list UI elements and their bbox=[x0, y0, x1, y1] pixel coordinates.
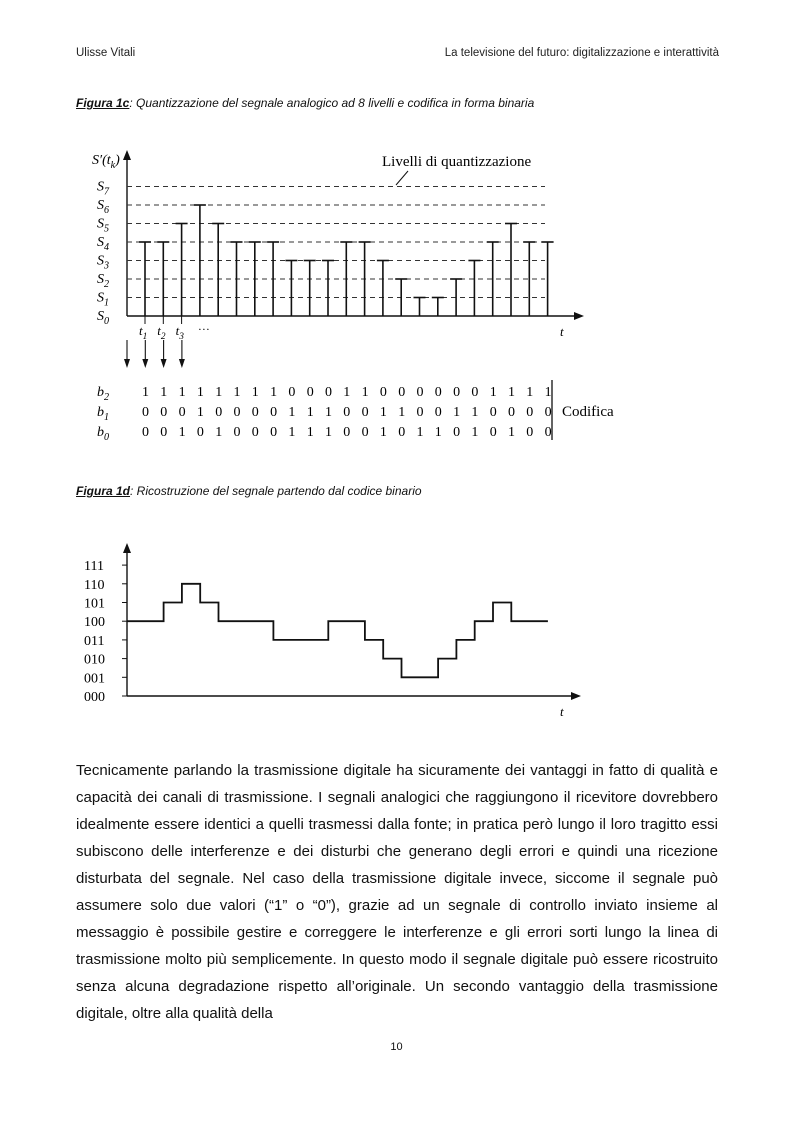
codifica-label: Codifica bbox=[562, 404, 614, 420]
quantization-pointer bbox=[396, 171, 408, 185]
y-axis-arrow bbox=[123, 150, 131, 160]
x-axis-arrow bbox=[571, 692, 581, 700]
bit-row-label-b1 bbox=[97, 405, 109, 423]
quantization-label: Livelli di quantizzazione bbox=[382, 154, 532, 170]
bit-row-label-b0-sub: 0 bbox=[104, 432, 110, 443]
bit-b1: 0 bbox=[489, 405, 497, 420]
figure-1d-caption bbox=[76, 484, 422, 498]
bit-b1: 0 bbox=[251, 405, 259, 420]
bit-b2: 1 bbox=[178, 385, 186, 400]
bit-b1: 1 bbox=[398, 405, 406, 420]
bit-b0: 1 bbox=[288, 425, 296, 440]
bit-b0: 0 bbox=[361, 425, 369, 440]
level-label-s6-main: S bbox=[97, 198, 104, 213]
bit-b0: 1 bbox=[379, 425, 387, 440]
bit-b0: 0 bbox=[343, 425, 351, 440]
bit-b0: 1 bbox=[325, 425, 332, 440]
level-label-s3-main: S bbox=[97, 253, 104, 269]
bit-b2: 1 bbox=[526, 385, 534, 400]
bit-b2: 1 bbox=[160, 385, 168, 400]
reconstructed-signal-line bbox=[127, 584, 548, 678]
figure-1d bbox=[0, 535, 793, 725]
bit-b0: 1 bbox=[471, 425, 479, 440]
bit-b1: 0 bbox=[215, 405, 223, 420]
bit-b0: 0 bbox=[398, 425, 406, 440]
y-tick-label-000: 000 bbox=[84, 690, 105, 705]
bit-row-label-b2-sub: 2 bbox=[104, 392, 110, 403]
bit-b2: 0 bbox=[398, 385, 406, 400]
y-tick-label-010: 010 bbox=[84, 652, 105, 668]
bit-b0: 0 bbox=[160, 425, 168, 440]
bit-b0: 0 bbox=[270, 425, 278, 440]
bit-b1: 0 bbox=[526, 405, 534, 420]
time-label-t1-sub: 1 bbox=[142, 332, 148, 342]
y-axis-label-sub: k bbox=[110, 160, 116, 171]
level-label-s1-sub: 1 bbox=[104, 297, 110, 309]
bit-b0: 0 bbox=[544, 425, 552, 440]
bit-b1: 1 bbox=[471, 405, 479, 420]
page-number: 10 bbox=[390, 1041, 403, 1053]
level-label-s5-main: S bbox=[97, 216, 104, 232]
bit-row-label-b1-main: b bbox=[97, 405, 104, 420]
time-label-t1 bbox=[139, 323, 147, 342]
level-label-s7-main: S bbox=[97, 179, 104, 195]
level-label-s6 bbox=[97, 198, 109, 216]
time-label-t2-sub: 2 bbox=[160, 332, 166, 342]
level-label-s1 bbox=[97, 291, 109, 309]
bit-b0: 0 bbox=[233, 425, 241, 440]
bit-b0: 1 bbox=[416, 425, 424, 440]
level-label-s5 bbox=[97, 217, 109, 235]
bit-row-label-b0-main: b bbox=[97, 425, 104, 440]
bit-b1: 0 bbox=[178, 405, 186, 420]
figure-1c-caption bbox=[76, 96, 534, 110]
t-axis-label: t bbox=[560, 704, 564, 719]
y-tick-label-111: 111 bbox=[84, 559, 104, 575]
y-axis-label-main: S′(t bbox=[92, 153, 111, 168]
level-label-s1-main: S bbox=[97, 290, 104, 306]
bit-b1: 0 bbox=[233, 405, 241, 420]
level-label-s2 bbox=[97, 272, 109, 290]
sampling-arrow-head bbox=[179, 359, 185, 368]
level-label-s6-sub: 6 bbox=[104, 205, 110, 216]
bit-b0: 0 bbox=[142, 425, 149, 440]
bit-b1: 1 bbox=[288, 405, 296, 420]
time-label-t2 bbox=[157, 323, 166, 342]
body-paragraph: Tecnicamente parlando la trasmissione digitale ha sicuramente dei vantaggi in fatto di qualità e capacità dei canali di trasmissione. I segnali analogici che raggiungono il ricevitore dovrebbero idealmente essere identici a quelli trasmessi dalla fonte; in pratica però lungo il loro tragitto essi subiscono delle interferenze e dei disturbi che generano degli errori e quindi una ricezione disturbata del segnale. Nel caso della trasmissione digitale invece, siccome il segnale può assumere solo due valori (“1” o “0”), grazie ad un segnale di controllo inviato insieme al messaggio è possibile gestire e correggere le interferenze e gli errori sorti lungo la linea di trasmissione molto più semplicemente. In questo modo il segnale digitale può essere ricostruito senza alcuna degradazione rispetto all’originale. Un secondo vantaggio della trasmissione digitale, oltre alla qualità della bbox=[76, 762, 718, 1022]
header-author: Ulisse Vitali bbox=[76, 47, 136, 59]
bit-b1: 1 bbox=[453, 405, 461, 420]
bit-b2: 1 bbox=[251, 385, 259, 400]
bit-b2: 0 bbox=[416, 385, 424, 400]
level-label-s2-sub: 2 bbox=[104, 279, 110, 290]
bit-b1: 1 bbox=[325, 405, 332, 420]
time-label-t3-main: t bbox=[175, 323, 180, 338]
level-label-s4 bbox=[97, 235, 109, 253]
level-label-s7 bbox=[97, 180, 110, 198]
level-label-s0-main: S bbox=[97, 309, 104, 324]
bit-b1: 0 bbox=[142, 405, 149, 420]
bit-b1: 0 bbox=[343, 405, 351, 420]
bit-b1: 0 bbox=[270, 405, 278, 420]
y-tick-label-110: 110 bbox=[84, 577, 105, 593]
bit-b0: 0 bbox=[251, 425, 259, 440]
bit-row-label-b2-main: b bbox=[97, 385, 104, 400]
x-axis-arrow bbox=[574, 312, 584, 320]
bit-b0: 1 bbox=[508, 425, 515, 440]
time-label-t3-sub: 3 bbox=[179, 332, 184, 342]
bit-b0: 0 bbox=[489, 425, 497, 440]
bit-b1: 1 bbox=[196, 405, 204, 420]
bit-b0: 1 bbox=[434, 425, 442, 440]
bit-b1: 0 bbox=[544, 405, 552, 420]
figure-1d-label: Figura 1d bbox=[76, 484, 131, 498]
figure-1c-label: Figura 1c bbox=[76, 96, 130, 110]
bit-b2: 1 bbox=[489, 385, 497, 400]
y-tick-label-011: 011 bbox=[84, 633, 105, 649]
sampling-arrow-head bbox=[161, 359, 167, 368]
figure-1d-caption-text: : Ricostruzione del segnale partendo dal codice binario bbox=[130, 484, 422, 498]
level-label-s3-sub: 3 bbox=[104, 260, 110, 272]
sampling-arrow-head bbox=[142, 359, 148, 368]
bit-b0: 1 bbox=[178, 425, 186, 440]
bit-b2: 0 bbox=[434, 385, 442, 400]
bit-b2: 1 bbox=[508, 385, 515, 400]
bit-b1: 0 bbox=[434, 405, 442, 420]
time-label-t1-main: t bbox=[139, 323, 143, 338]
bit-b2: 0 bbox=[453, 385, 461, 400]
bit-b1: 0 bbox=[508, 405, 515, 420]
bit-b2: 1 bbox=[343, 385, 351, 400]
y-axis-arrow bbox=[123, 543, 131, 553]
bit-b2: 1 bbox=[270, 385, 278, 400]
bit-b1: 0 bbox=[416, 405, 424, 420]
bit-b0: 1 bbox=[306, 425, 314, 440]
bit-b1: 1 bbox=[379, 405, 387, 420]
time-label-t3 bbox=[176, 323, 185, 342]
bit-row-label-b0 bbox=[97, 425, 109, 443]
bit-b2: 0 bbox=[288, 385, 296, 400]
bit-b2: 1 bbox=[361, 385, 369, 400]
bit-b0: 1 bbox=[215, 425, 223, 440]
level-label-s0 bbox=[97, 309, 109, 327]
time-label-dots: ··· bbox=[197, 322, 210, 336]
bit-b0: 0 bbox=[196, 425, 204, 440]
level-label-s5-sub: 5 bbox=[104, 223, 110, 235]
bit-b2: 1 bbox=[215, 385, 223, 400]
bit-b2: 1 bbox=[142, 385, 149, 400]
bit-row-label-b2 bbox=[97, 385, 109, 403]
y-axis-label bbox=[92, 153, 120, 171]
bit-b2: 1 bbox=[544, 385, 552, 400]
level-label-s3 bbox=[97, 254, 109, 272]
time-label-t2-main: t bbox=[157, 323, 161, 338]
bit-b1: 1 bbox=[306, 405, 314, 420]
figure-1c bbox=[0, 140, 793, 450]
reconstruction-chart bbox=[84, 543, 581, 719]
header-title: La televisione del futuro: digitalizzazione e interattività bbox=[444, 47, 719, 59]
bit-b2: 1 bbox=[233, 385, 241, 400]
level-label-s0-sub: 0 bbox=[104, 316, 110, 327]
bit-b2: 0 bbox=[325, 385, 332, 400]
y-tick-label-101: 101 bbox=[84, 596, 105, 612]
bit-b0: 0 bbox=[526, 425, 534, 440]
quantization-chart bbox=[92, 150, 614, 443]
bit-row-label-b1-sub: 1 bbox=[104, 412, 110, 423]
level-label-s7-sub: 7 bbox=[104, 186, 110, 198]
figure-1c-caption-text: : Quantizzazione del segnale analogico ad 8 livelli e codifica in forma binaria bbox=[129, 96, 535, 110]
bit-b1: 0 bbox=[361, 405, 369, 420]
bit-b2: 0 bbox=[471, 385, 479, 400]
y-axis-label-close: ) bbox=[115, 153, 120, 168]
y-tick-label-100: 100 bbox=[84, 615, 105, 631]
t-axis-label: t bbox=[560, 324, 564, 339]
sampling-arrow-head bbox=[124, 359, 130, 368]
bit-b1: 0 bbox=[160, 405, 168, 420]
level-label-s4-main: S bbox=[97, 235, 104, 250]
level-label-s2-main: S bbox=[97, 272, 104, 287]
bit-b2: 0 bbox=[379, 385, 387, 400]
level-label-s4-sub: 4 bbox=[104, 242, 110, 253]
bit-b2: 0 bbox=[306, 385, 314, 400]
y-tick-label-001: 001 bbox=[84, 671, 105, 687]
bit-b0: 0 bbox=[453, 425, 461, 440]
bit-b2: 1 bbox=[196, 385, 204, 400]
